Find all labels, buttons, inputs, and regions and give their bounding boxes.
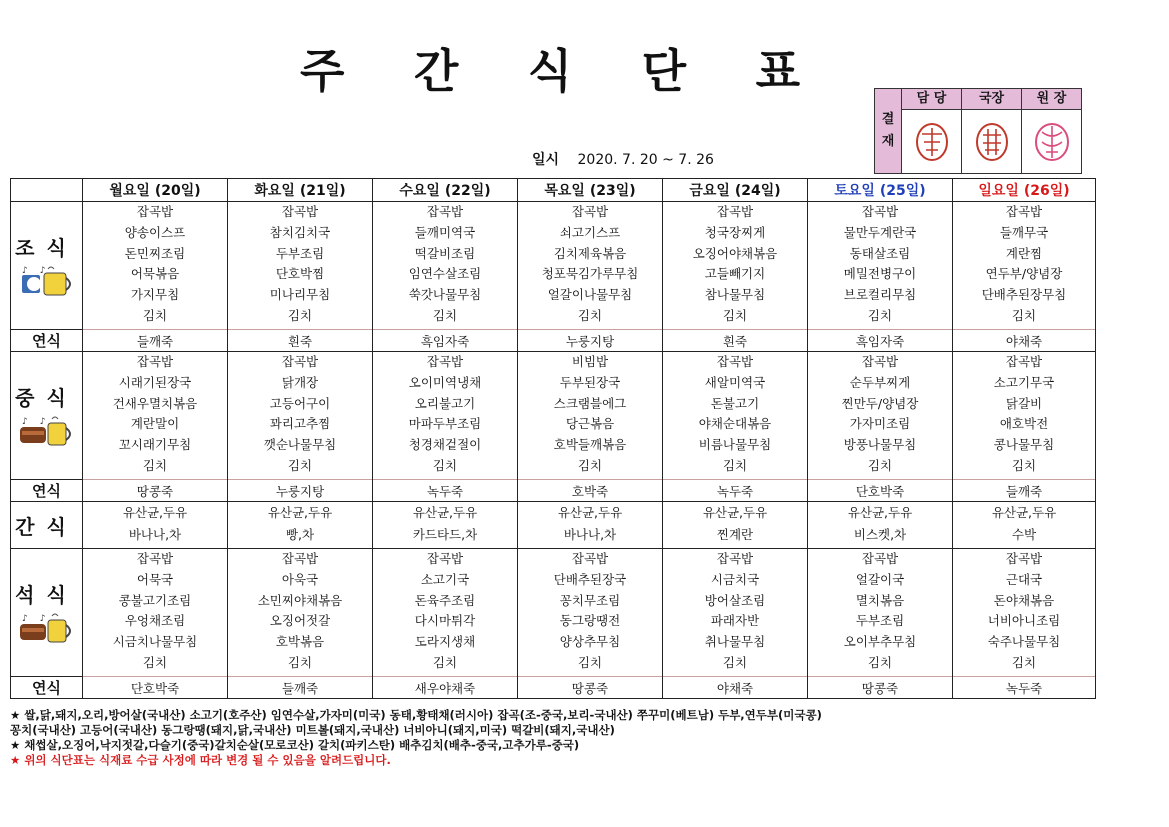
- menu-item: 오이부추무침: [843, 634, 917, 650]
- menu-item: 얼갈이국: [855, 571, 905, 587]
- menu-item: 시금치나물무침: [112, 634, 198, 650]
- menu-item: 돈야채볶음: [993, 592, 1055, 608]
- snack-row: [11, 502, 1096, 549]
- lunch-cell: [83, 352, 228, 480]
- day-header-saturday: 토요일 (25일): [808, 179, 953, 202]
- menu-item: 잡곡밥: [571, 551, 609, 566]
- svg-text:♪♪: ♪♪: [21, 417, 57, 427]
- menu-item: 건새우멸치볶음: [112, 395, 198, 411]
- menu-item: 청경채겉절이: [408, 437, 482, 453]
- menu-item: 잡곡밥: [136, 551, 174, 566]
- menu-item: 유산균,두유: [122, 505, 188, 520]
- menu-item: 단호박찜: [275, 266, 325, 282]
- dinner-cell: [518, 549, 663, 677]
- breakfast-cell: [518, 202, 663, 330]
- menu-item: 새알미역국: [704, 374, 766, 390]
- dinner-cell: [83, 549, 228, 677]
- menu-item: 당근볶음: [565, 416, 615, 432]
- breakfast-dessert-row: [11, 330, 1096, 352]
- origin-notes: [10, 708, 822, 768]
- snack-cell: [953, 502, 1096, 549]
- dinner-cell: [663, 549, 808, 677]
- menu-item: 파래자반: [710, 613, 760, 629]
- dessert-cell: 흰죽: [228, 330, 373, 352]
- menu-item: 콩불고기조림: [118, 592, 192, 608]
- approval-header: 담 당: [902, 89, 961, 110]
- menu-item: 김치: [867, 307, 893, 323]
- day-header: 화요일 (21일): [228, 179, 373, 202]
- approval-head: [1022, 89, 1081, 173]
- menu-item: 두부조림: [275, 245, 325, 261]
- menu-item: 잡곡밥: [426, 354, 464, 369]
- menu-item: 아욱국: [281, 571, 319, 587]
- menu-item: 김치: [577, 654, 603, 670]
- breakfast-cell: [83, 202, 228, 330]
- menu-item: 오리불고기: [414, 395, 476, 411]
- menu-item: 잡곡밥: [716, 354, 754, 369]
- menu-item: 유산균,두유: [412, 505, 478, 520]
- menu-item: 숙주나물무침: [987, 634, 1061, 650]
- note-line-warning: ★ 위의 식단표는 식재료 수급 사정에 따라 변경 될 수 있음을 알려드립니다.: [10, 753, 391, 767]
- dessert-cell: 야채죽: [663, 677, 808, 699]
- dessert-cell: 호박죽: [518, 480, 663, 502]
- menu-item: 김치: [1011, 457, 1037, 473]
- note-line: ★ 채썹살,오징어,낙지젓갈,다슬기(중국)갈치순살(모로코산) 갈치(파키스탄) 배추김치(배추-중국,고추가루-중국): [10, 738, 580, 752]
- menu-item: 잡곡밥: [136, 204, 174, 219]
- menu-item: 쑥갓나물무침: [408, 287, 482, 303]
- approval-header: 국장: [962, 89, 1021, 110]
- menu-item: 유산균,두유: [267, 505, 333, 520]
- dessert-cell: 들깨죽: [228, 677, 373, 699]
- menu-item: 소고기무국: [993, 374, 1055, 390]
- menu-item: 두부조림: [855, 613, 905, 629]
- title-char: 식: [527, 44, 573, 98]
- menu-item: 돈불고기: [710, 395, 760, 411]
- menu-item: 김치: [722, 457, 748, 473]
- dinner-cell: [373, 549, 518, 677]
- menu-item: 연두부/양념장: [985, 266, 1063, 282]
- snack-cell: [808, 502, 953, 549]
- menu-item: 유산균,두유: [991, 505, 1057, 520]
- menu-item: 어묵볶음: [130, 266, 180, 282]
- title-char: 간: [413, 44, 459, 98]
- menu-item: 소민찌야채볶음: [257, 592, 343, 608]
- menu-item: 미나리무침: [269, 287, 331, 303]
- dessert-label: 연식: [11, 330, 83, 352]
- dessert-cell: 야채죽: [953, 330, 1096, 352]
- lunch-cup-icon: [18, 415, 76, 449]
- dessert-cell: 누룽지탕: [228, 480, 373, 502]
- meal-label-dinner: 석식 ♪♪: [11, 549, 83, 677]
- menu-item: 비빔밥: [571, 354, 609, 369]
- dessert-cell: 누룽지탕: [518, 330, 663, 352]
- menu-item: 김치: [432, 654, 458, 670]
- snack-cell: [228, 502, 373, 549]
- menu-item: 취나물무침: [704, 634, 766, 650]
- dessert-cell: 녹두죽: [953, 677, 1096, 699]
- menu-item: 김치제육볶음: [553, 245, 627, 261]
- menu-item: 잡곡밥: [426, 551, 464, 566]
- dessert-cell: 흰죽: [663, 330, 808, 352]
- dinner-row: [11, 549, 1096, 677]
- title-char: 표: [755, 44, 800, 98]
- menu-item: 순두부찌게: [849, 374, 911, 390]
- approval-director: [962, 89, 1022, 173]
- menu-item: 김치: [577, 307, 603, 323]
- menu-item: 마파두부조림: [408, 416, 482, 432]
- menu-item: 오이미역냉채: [408, 374, 482, 390]
- menu-item: 김치: [1011, 654, 1037, 670]
- meal-label-lunch: 중식 ♪♪: [11, 352, 83, 480]
- lunch-cell: [808, 352, 953, 480]
- menu-item: 시금치국: [710, 571, 760, 587]
- menu-item: 비름나물무침: [698, 437, 772, 453]
- menu-item: 도라지생채: [414, 634, 476, 650]
- weekly-menu-table: [10, 178, 1096, 699]
- menu-item: 꼬시래기무침: [118, 437, 192, 453]
- dinner-dessert-row: [11, 677, 1096, 699]
- menu-item: 김치: [432, 307, 458, 323]
- menu-item: 잡곡밥: [426, 204, 464, 219]
- menu-item: 잡곡밥: [1005, 551, 1043, 566]
- dessert-cell: 단호박죽: [808, 480, 953, 502]
- breakfast-cell: [228, 202, 373, 330]
- menu-item: 고등어구이: [269, 395, 331, 411]
- menu-item: 유산균,두유: [702, 505, 768, 520]
- menu-item: 잡곡밥: [571, 204, 609, 219]
- menu-item: 다시마튀각: [414, 613, 476, 629]
- menu-item: 닭갈비: [1005, 395, 1043, 411]
- menu-item: 김치: [577, 457, 603, 473]
- menu-item: 잡곡밥: [281, 204, 319, 219]
- menu-item: 참치김치국: [269, 224, 331, 240]
- dessert-cell: 땅콩죽: [83, 480, 228, 502]
- day-header: 금요일 (24일): [663, 179, 808, 202]
- menu-item: 들깨무국: [999, 224, 1049, 240]
- menu-item: 쇠고기스프: [559, 224, 621, 240]
- lunch-dessert-row: [11, 480, 1096, 502]
- dessert-cell: 땅콩죽: [518, 677, 663, 699]
- dessert-cell: 단호박죽: [83, 677, 228, 699]
- note-line: ★ 쌀,닭,돼지,오리,방어살(국내산) 소고기(호주산) 임연수살,가자미(미국) 동태,황태채(러시아) 잡곡(조-중국,보리-국내산) 쭈꾸미(베트남) 두부,연두부(미국콩): [10, 708, 822, 722]
- approval-header: 원 장: [1022, 89, 1081, 110]
- svg-text:♪♪: ♪♪: [21, 614, 57, 624]
- menu-item: 꽁치무조림: [559, 592, 621, 608]
- menu-item: 단배추된장국: [553, 571, 627, 587]
- corner-cell: [11, 179, 83, 202]
- dinner-cup-icon: [18, 612, 76, 646]
- menu-item: 동태살조림: [849, 245, 911, 261]
- menu-item: 잡곡밥: [861, 204, 899, 219]
- menu-item: 떡갈비조림: [414, 245, 476, 261]
- dinner-cell: [228, 549, 373, 677]
- breakfast-cell: [953, 202, 1096, 330]
- lunch-cell: [663, 352, 808, 480]
- menu-item: 김치: [867, 457, 893, 473]
- dessert-cell: 흑임자죽: [373, 330, 518, 352]
- period-label: 일시: [532, 152, 560, 168]
- menu-item: 시래기된장국: [118, 374, 192, 390]
- menu-item: 김치: [432, 457, 458, 473]
- menu-item: 김치: [722, 654, 748, 670]
- seal-stamp-icon: [972, 120, 1012, 164]
- menu-item: 오징어젓갈: [269, 613, 331, 629]
- menu-item: 계란찜: [1005, 245, 1043, 261]
- menu-item: 두부된장국: [559, 374, 621, 390]
- menu-item: 김치: [142, 457, 168, 473]
- menu-item: 잡곡밥: [136, 354, 174, 369]
- menu-item: 잡곡밥: [1005, 204, 1043, 219]
- menu-item: 브로컬리무침: [843, 287, 917, 303]
- menu-item: 바나나,차: [128, 527, 182, 542]
- menu-item: 메밀전병구이: [843, 266, 917, 282]
- menu-item: 참나물무침: [704, 287, 766, 303]
- lunch-row: [11, 352, 1096, 480]
- menu-item: 야채순대볶음: [698, 416, 772, 432]
- menu-item: 비스켓,차: [853, 527, 907, 542]
- menu-item: 양상추무침: [559, 634, 621, 650]
- approval-manager: [902, 89, 962, 173]
- menu-item: 잡곡밥: [861, 551, 899, 566]
- menu-item: 얼갈이나물무침: [547, 287, 633, 303]
- period-value: 2020. 7. 20 ~ 7. 26: [577, 152, 714, 168]
- seal-stamp-icon: [1032, 120, 1072, 164]
- day-header-sunday: 일요일 (26일): [953, 179, 1096, 202]
- menu-item: 어묵국: [136, 571, 174, 587]
- menu-item: 김치: [287, 457, 313, 473]
- menu-item: 고들빼기지: [704, 266, 766, 282]
- menu-item: 호박들깨볶음: [553, 437, 627, 453]
- menu-item: 가자미조림: [849, 416, 911, 432]
- dessert-cell: 흑임자죽: [808, 330, 953, 352]
- menu-item: 김치: [722, 307, 748, 323]
- lunch-cell: [228, 352, 373, 480]
- menu-item: 청포묵김가루무침: [541, 266, 639, 282]
- menu-item: 스크램블에그: [553, 395, 627, 411]
- day-header: 수요일 (22일): [373, 179, 518, 202]
- menu-item: 너비아니조림: [987, 613, 1061, 629]
- day-header: 목요일 (23일): [518, 179, 663, 202]
- dessert-cell: 들깨죽: [953, 480, 1096, 502]
- lunch-cell: [518, 352, 663, 480]
- menu-item: 잡곡밥: [716, 551, 754, 566]
- menu-item: 소고기국: [420, 571, 470, 587]
- menu-item: 우엉채조림: [124, 613, 186, 629]
- day-header: 월요일 (20일): [83, 179, 228, 202]
- menu-item: 꽈리고추찜: [269, 416, 331, 432]
- snack-cell: [373, 502, 518, 549]
- menu-item: 계란말이: [130, 416, 180, 432]
- menu-item: 들깨미역국: [414, 224, 476, 240]
- menu-item: 김치: [287, 654, 313, 670]
- dessert-cell: 녹두죽: [373, 480, 518, 502]
- menu-item: 근대국: [1005, 571, 1043, 587]
- seal-stamp-icon: [912, 120, 952, 164]
- menu-item: 깻순나물무침: [263, 437, 337, 453]
- meal-label-breakfast: 조식 ♪♪: [11, 202, 83, 330]
- breakfast-cup-icon: [18, 265, 76, 299]
- meal-label-snack: 간식: [11, 502, 83, 549]
- menu-item: 바나나,차: [563, 527, 617, 542]
- menu-item: 콩나물무침: [993, 437, 1055, 453]
- menu-item: 잡곡밥: [716, 204, 754, 219]
- note-line: 꽁치(국내산) 고등어(국내산) 동그랑땡(돼지,닭,국내산) 미트볼(돼지,국내산) 너비아니(돼지,미국) 떡갈비(돼지,국내산): [10, 723, 615, 737]
- menu-item: 잡곡밥: [281, 551, 319, 566]
- menu-item: 물만두계란국: [843, 224, 917, 240]
- title-char: 주: [300, 44, 345, 98]
- svg-text:♪♪: ♪♪: [21, 266, 57, 276]
- header-row: [11, 179, 1096, 202]
- lunch-cell: [373, 352, 518, 480]
- snack-cell: [518, 502, 663, 549]
- menu-item: 김치: [142, 654, 168, 670]
- dessert-cell: 새우야채죽: [373, 677, 518, 699]
- menu-item: 방어살조림: [704, 592, 766, 608]
- menu-item: 멸치볶음: [855, 592, 905, 608]
- title-char: 단: [641, 44, 687, 98]
- menu-item: 애호박전: [999, 416, 1049, 432]
- page-title: [300, 38, 800, 98]
- menu-item: 방풍나물무침: [843, 437, 917, 453]
- menu-item: 수박: [1011, 527, 1037, 542]
- menu-item: 가지무침: [130, 287, 180, 303]
- dessert-cell: 녹두죽: [663, 480, 808, 502]
- menu-item: 김치: [867, 654, 893, 670]
- menu-item: 유산균,두유: [847, 505, 913, 520]
- menu-item: 김치: [287, 307, 313, 323]
- menu-item: 오징어야채볶음: [692, 245, 778, 261]
- menu-item: 찐만두/양념장: [841, 395, 919, 411]
- menu-item: 김치: [1011, 307, 1037, 323]
- dessert-cell: 땅콩죽: [808, 677, 953, 699]
- menu-item: 동그랑땡전: [559, 613, 621, 629]
- menu-item: 임연수살조림: [408, 266, 482, 282]
- dinner-cell: [953, 549, 1096, 677]
- breakfast-cell: [808, 202, 953, 330]
- menu-item: 돈육주조림: [414, 592, 476, 608]
- approval-box: [874, 88, 1082, 174]
- menu-item: 잡곡밥: [281, 354, 319, 369]
- snack-cell: [663, 502, 808, 549]
- menu-item: 양송이스프: [124, 224, 186, 240]
- menu-item: 김치: [142, 307, 168, 323]
- menu-item: 유산균,두유: [557, 505, 623, 520]
- menu-item: 단배추된장무침: [981, 287, 1067, 303]
- period: [532, 149, 714, 169]
- menu-item: 호박볶음: [275, 634, 325, 650]
- dessert-cell: 들깨죽: [83, 330, 228, 352]
- breakfast-row: [11, 202, 1096, 330]
- menu-item: 돈민찌조림: [124, 245, 186, 261]
- dessert-label: 연식: [11, 677, 83, 699]
- menu-item: 찐계란: [716, 527, 754, 542]
- menu-item: 청국장찌게: [704, 224, 766, 240]
- menu-item: 카드타드,차: [412, 527, 478, 542]
- dessert-label: 연식: [11, 480, 83, 502]
- breakfast-cell: [663, 202, 808, 330]
- menu-item: 닭개장: [281, 374, 319, 390]
- dinner-cell: [808, 549, 953, 677]
- menu-item: 잡곡밥: [1005, 354, 1043, 369]
- lunch-cell: [953, 352, 1096, 480]
- menu-item: 빵,차: [285, 527, 315, 542]
- snack-cell: [83, 502, 228, 549]
- menu-item: 잡곡밥: [861, 354, 899, 369]
- approval-label: 결 재: [875, 89, 902, 173]
- breakfast-cell: [373, 202, 518, 330]
